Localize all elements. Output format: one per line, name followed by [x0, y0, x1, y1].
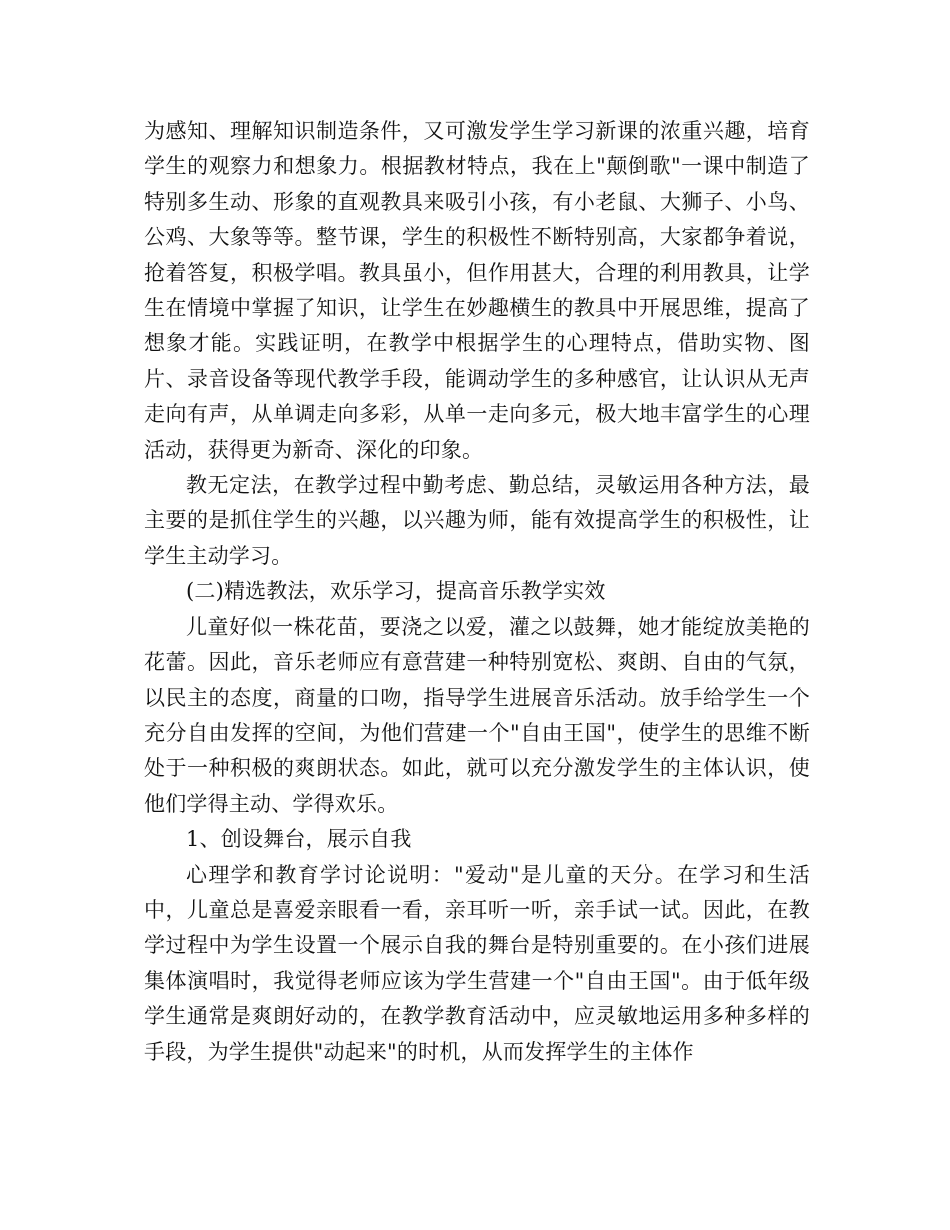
subsection-heading-1: 1、创设舞台，展示自我 [186, 827, 412, 852]
paragraph-1: 为感知、理解知识制造条件，又可激发学生学习新课的浓重兴趣，培育学生的观察力和想象力。根据教材特点，我在上"颠倒歌"一课中制造了特别多生动、形象的直观教具来吸引小孩，有小老鼠、大狮子、小鸟、公鸡、大象等等。整节课，学生的积极性不断特别高，大家都争着说，抢着答复，积极学唱。教具虽小，但作用甚大，合理的利用教具，让学生在情境中掌握了知识，让学生在妙趣横生的教具中开展思维，提高了想象才能。实践证明，在教学中根据学生的心理特点，借助实物、图片、录音设备等现代教学手段，能调动学生的多种感官，让认识从无声走向有声，从单调走向多彩，从单一走向多元，极大地丰富学生的心理活动，获得更为新奇、深化的印象。 [144, 119, 810, 462]
document-body [144, 114, 810, 1070]
paragraph-3: 儿童好似一株花苗，要浇之以爱，灌之以鼓舞，她才能绽放美艳的花蕾。因此，音乐老师应有意营建一种特别宽松、爽朗、自由的气氛，以民主的态度，商量的口吻，指导学生进展音乐活动。放手给学生一个充分自由发挥的空间，为他们营建一个"自由王国"，使学生的思维不断处于一种积极的爽朗状态。如此，就可以充分激发学生的主体认识，使他们学得主动、学得欢乐。 [144, 614, 810, 816]
paragraph-2: 教无定法，在教学过程中勤考虑、勤总结，灵敏运用各种方法，最主要的是抓住学生的兴趣，以兴趣为师，能有效提高学生的积极性，让学生主动学习。 [144, 473, 810, 568]
paragraph-4: 心理学和教育学讨论说明："爱动"是儿童的天分。在学习和生活中，儿童总是喜爱亲眼看一看，亲耳听一听，亲手试一试。因此，在教学过程中为学生设置一个展示自我的舞台是特别重要的。在小孩们进展集体演唱时，我觉得老师应该为学生营建一个"自由王国"。由于低年级学生通常是爽朗好动的，在教学教育活动中，应灵敏地运用多种多样的手段，为学生提供"动起来"的时机，从而发挥学生的主体作 [144, 862, 810, 1064]
section-heading-2: (二)精选教法，欢乐学习，提高音乐教学实效 [186, 579, 606, 604]
